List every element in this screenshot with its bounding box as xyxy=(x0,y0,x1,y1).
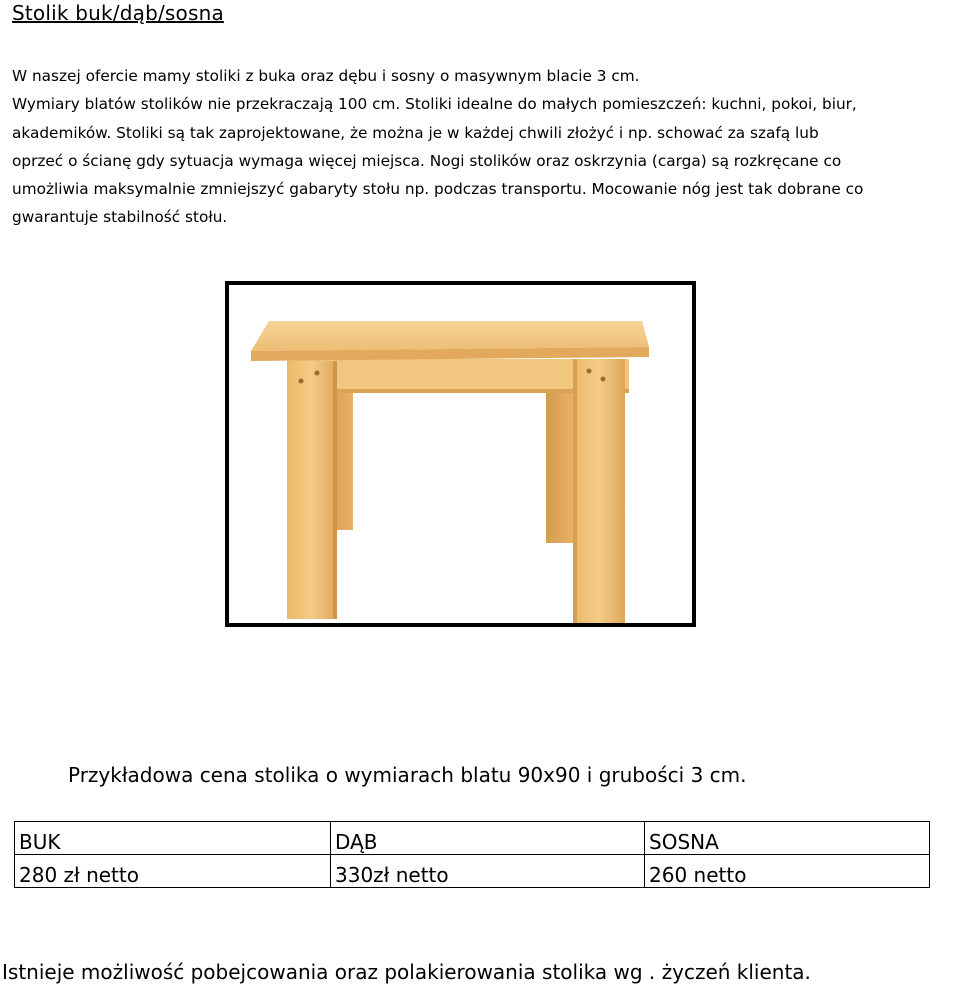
footer-note: Istnieje możliwość pobejcowania oraz polakierowania stolika wg . życzeń klienta. xyxy=(2,960,811,984)
price-table-header-row xyxy=(15,822,930,855)
intro-line: gwarantuje stabilność stołu. xyxy=(12,208,228,227)
intro-paragraph xyxy=(12,62,960,232)
price-table xyxy=(14,821,930,888)
price-table-value-row xyxy=(15,855,930,888)
table-photo-frame xyxy=(225,281,696,627)
price-cell: 260 netto xyxy=(645,855,930,888)
price-heading: Przykładowa cena stolika o wymiarach blatu 90x90 i grubości 3 cm. xyxy=(68,763,747,787)
front-left-leg xyxy=(287,361,337,619)
intro-line: Wymiary blatów stolików nie przekraczają 100 cm. Stoliki idealne do małych pomieszczeń: kuchni, pokoi, biur, xyxy=(12,95,857,114)
front-right-leg xyxy=(573,359,625,623)
intro-line: umożliwia maksymalnie zmniejszyć gabaryty stołu np. podczas transportu. Mocowanie nóg jest tak dobrane co xyxy=(12,180,864,199)
screw-icon xyxy=(315,371,320,376)
screw-icon xyxy=(299,379,304,384)
price-cell: 280 zł netto xyxy=(15,855,331,888)
intro-line: oprzeć o ścianę gdy sytuacja wymaga więcej miejsca. Nogi stolików oraz oskrzynia (carga) są rozkręcane co xyxy=(12,151,842,170)
wooden-table-illustration xyxy=(229,285,692,623)
screw-icon xyxy=(601,377,606,382)
price-cell: 330zł netto xyxy=(331,855,645,888)
back-right-leg xyxy=(546,375,573,543)
wood-type-cell: BUK xyxy=(15,822,331,855)
screw-icon xyxy=(587,369,592,374)
wood-type-cell: SOSNA xyxy=(645,822,930,855)
intro-line: akademików. Stoliki są tak zaprojektowane, że można je w każdej chwili złożyć i np. schować za szafą lub xyxy=(12,123,819,142)
intro-line: W naszej ofercie mamy stoliki z buka oraz dębu i sosny o masywnym blacie 3 cm. xyxy=(12,67,640,85)
right-leg-shade xyxy=(573,359,577,623)
table-top xyxy=(251,321,649,351)
left-leg-shade xyxy=(333,361,337,619)
wood-type-cell: DĄB xyxy=(331,822,645,855)
page-title: Stolik buk/dąb/sosna xyxy=(12,1,224,25)
